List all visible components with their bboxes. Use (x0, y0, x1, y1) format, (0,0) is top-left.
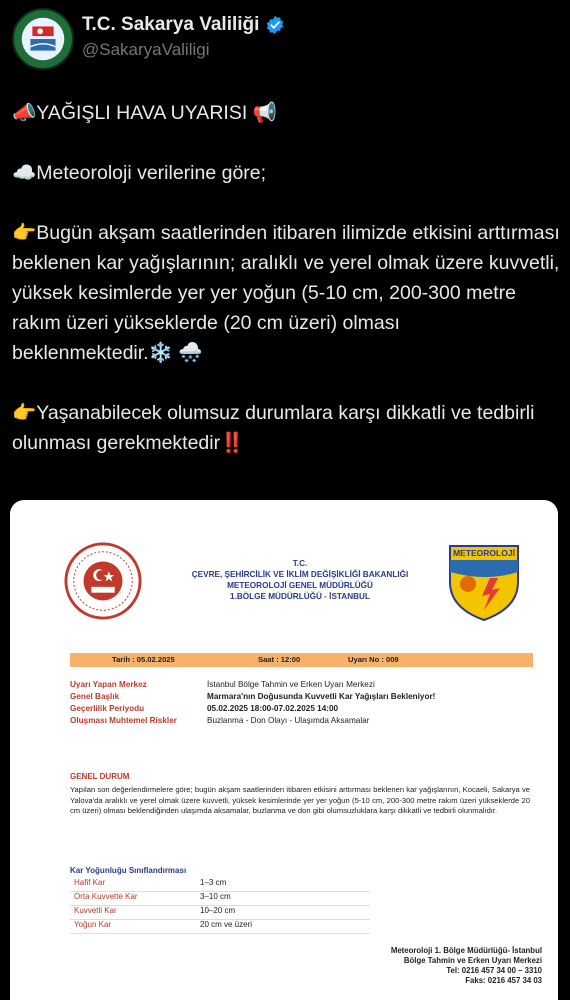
warning-details (70, 680, 540, 740)
snow-class-name: Hafif Kar (74, 878, 106, 887)
detail-row (70, 692, 540, 704)
paragraph-1-text: Bugün akşam saatlerinden itibaren ilimizde etkisini arttırması beklenen kar yağışlarının; aralıklı ve yerel olmak üzere kuvvetli, yüksek kesimlerde yer yer yoğun (5-10 cm, 200-300 metre rakım üzeri yükseklerde (20 cm üzeri) olması beklenmektedir. (12, 222, 560, 364)
org-line-1: T.C. (292, 559, 308, 568)
footer-line-3: Tel: 0216 457 34 00 – 3310 (446, 966, 542, 975)
snow-class-value: 20 cm ve üzeri (200, 920, 253, 929)
table-row (70, 878, 370, 892)
detail-value: Marmara'nın Doğusunda Kuvvetli Kar Yağışları Bekleniyor! (207, 692, 436, 701)
footer-line-4: Faks: 0216 457 34 03 (465, 976, 542, 985)
footer-line-2: Bölge Tahmin ve Erken Uyarı Merkezi (403, 956, 542, 965)
handle[interactable]: @SakaryaValiligi (82, 40, 210, 59)
detail-label: Genel Başlık (70, 692, 120, 701)
cloud-icon: ☁️ (12, 161, 37, 184)
snow-class-name: Yoğun Kar (74, 920, 112, 929)
document-footer (391, 946, 542, 986)
source-text: Meteoroloji verilerine göre; (36, 162, 267, 184)
tweet-source-line (12, 158, 560, 188)
seal-icon (14, 10, 72, 68)
tweet-paragraph-1 (12, 218, 560, 368)
detail-value: İstanbul Bölge Tahmin ve Erken Uyarı Merkezi (207, 680, 375, 689)
detail-label: Oluşması Muhtemel Riskler (70, 716, 177, 725)
snow-class-table (70, 878, 370, 934)
snow-cloud-icon: 🌨️ (178, 341, 203, 364)
org-line-3: METEOROLOJİ GENEL MÜDÜRLÜĞÜ (227, 581, 373, 590)
tweet-paragraph-2 (12, 398, 560, 458)
organization-heading (140, 558, 460, 602)
tweet-header (12, 8, 552, 68)
detail-row (70, 716, 540, 740)
warning-number-text: Uyarı No : 009 (348, 655, 399, 664)
snow-class-name: Kuvvetli Kar (74, 906, 117, 915)
display-name[interactable] (82, 14, 285, 36)
table-row (70, 920, 370, 934)
general-heading: GENEL DURUM (70, 772, 130, 781)
detail-label: Geçerlilik Periyodu (70, 704, 145, 713)
ministry-seal-icon (64, 542, 142, 620)
snowflake-icon: ❄️ (148, 341, 173, 364)
tweet-title: YAĞIŞLI HAVA UYARISI (36, 102, 248, 124)
pointing-icon: 👉 (12, 401, 37, 424)
meteoroloji-logo-icon (446, 542, 522, 622)
org-line-2: ÇEVRE, ŞEHİRCİLİK VE İKLİM DEĞİŞİKLİĞİ BAKANLIĞI (191, 570, 409, 579)
detail-row (70, 680, 540, 692)
attached-document-image[interactable] (10, 500, 558, 1000)
megaphone-icon: 📣 (12, 101, 37, 124)
detail-label: Uyarı Yapan Merkez (70, 680, 147, 689)
detail-value: Buzlanma - Don Olayı - Ulaşımda Aksamalar (207, 716, 370, 725)
detail-row (70, 704, 540, 716)
tweet-text (12, 98, 560, 458)
time-text: Saat : 12:00 (258, 655, 301, 664)
loudspeaker-icon: 📢 (252, 101, 277, 124)
footer-line-1: Meteoroloji 1. Bölge Müdürlüğü- İstanbul (390, 946, 542, 955)
date-text: Tarih : 05.02.2025 (112, 655, 175, 664)
snow-class-name: Orta Kuvvette Kar (74, 892, 138, 901)
detail-value: 05.02.2025 18:00-07.02.2025 14:00 (207, 704, 339, 713)
pointing-icon: 👉 (12, 221, 37, 244)
date-time-bar (70, 653, 533, 667)
tweet-title-line (12, 98, 560, 128)
exclamation-icon: ‼️ (220, 431, 245, 454)
snow-class-value: 3–10 cm (200, 892, 231, 901)
org-line-4: 1.BÖLGE MÜDÜRLÜĞÜ - İSTANBUL (230, 592, 370, 601)
paragraph-2-text: Yaşanabilecek olumsuz durumlara karşı dikkatli ve tedbirli olunması gerekmektedir (12, 402, 535, 454)
display-name-text[interactable]: T.C. Sakarya Valiliği (82, 14, 260, 35)
snow-class-value: 1–3 cm (200, 878, 227, 887)
snow-class-heading: Kar Yoğunluğu Sınıflandırması (70, 866, 187, 875)
verified-badge-icon (265, 15, 285, 35)
table-row (70, 906, 370, 920)
snow-class-value: 10–20 cm (200, 906, 236, 915)
table-row (70, 892, 370, 906)
avatar[interactable] (12, 8, 74, 70)
general-text: Yapılan son değerlendirmelere göre; bugün akşam saatlerinden itibaren etkisini arttırması beklenen kar yağışlarının, Kocaeli, Sakarya ve Yalova'da aralıklı ve yerel olmak üzere kuvvetli, yüksek kesimlerinde yer yer yoğun (5-10 cm, 200-300 metre rakım üzeri yükseklerde 20 cm üzeri) olması beklendiğinden ulaşımda aksamalar, buzlanma ve don gibi olumsuzluklara karşı dikkatli ve tedbirli olunmalıdır. (70, 785, 530, 816)
logo-text: METEOROLOJİ (453, 548, 515, 558)
